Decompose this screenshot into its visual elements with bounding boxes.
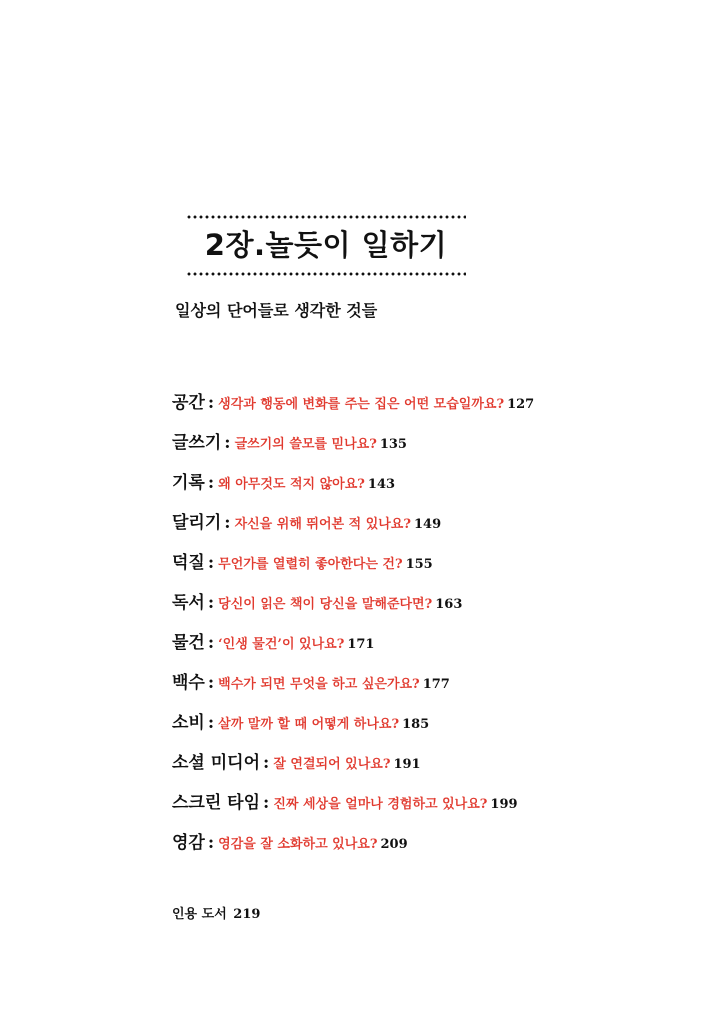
toc-question: 자신을 위해 뛰어본 적 있나요? — [234, 517, 411, 532]
references-label: 인용 도서 — [172, 907, 227, 922]
toc-item-fandom[interactable] — [172, 546, 692, 586]
toc-item-jobless[interactable] — [172, 666, 692, 706]
toc-separator: : — [263, 753, 270, 773]
toc-page-number: 163 — [435, 597, 463, 612]
toc-page-number: 209 — [380, 837, 408, 852]
toc-separator: : — [207, 473, 215, 493]
toc-question: 왜 아무것도 적지 않아요? — [218, 477, 365, 492]
toc-item-inspiration[interactable] — [172, 826, 692, 866]
toc-item-running[interactable] — [172, 506, 692, 546]
chapter-subtitle: 일상의 단어들로 생각한 것들 — [175, 301, 378, 320]
toc-keyword: 소비 — [172, 713, 205, 733]
toc-item-record[interactable] — [172, 466, 692, 506]
toc-page-number: 143 — [367, 477, 396, 492]
toc-item-screen-time[interactable] — [172, 786, 692, 826]
toc-page-number: 177 — [422, 677, 450, 692]
toc-keyword: 달리기 — [172, 513, 222, 533]
toc-item-space[interactable] — [172, 386, 692, 426]
toc-page-number: 149 — [413, 517, 442, 532]
toc-separator: : — [224, 433, 231, 453]
toc-question: 글쓰기의 쓸모를 믿나요? — [234, 437, 377, 452]
toc-question: 살까 말까 할 때 어떻게 하나요? — [218, 717, 400, 732]
toc-item-social-media[interactable] — [172, 746, 692, 786]
dotted-rule-top — [186, 215, 466, 219]
toc-item-reading[interactable] — [172, 586, 692, 626]
toc-item-references[interactable] — [172, 903, 260, 922]
toc-question: 백수가 되면 무엇을 하고 싶은가요? — [218, 677, 420, 692]
toc-question: ‘인생 물건’이 있나요? — [218, 637, 345, 652]
dotted-rule-bottom — [186, 272, 466, 276]
toc-keyword: 영감 — [172, 833, 205, 853]
toc-separator: : — [224, 513, 231, 533]
table-of-contents — [172, 386, 692, 866]
toc-separator: : — [207, 633, 215, 653]
toc-keyword: 글쓰기 — [172, 433, 222, 453]
toc-keyword: 기록 — [172, 473, 205, 493]
toc-keyword: 덕질 — [172, 553, 205, 573]
toc-separator: : — [207, 673, 215, 693]
toc-page-number: 171 — [347, 637, 375, 652]
toc-separator: : — [207, 593, 215, 613]
toc-separator: : — [263, 793, 270, 813]
toc-question: 당신이 읽은 책이 당신을 말해준다면? — [218, 597, 433, 612]
toc-page-number: 155 — [405, 557, 433, 572]
toc-item-writing[interactable] — [172, 426, 692, 466]
toc-separator: : — [207, 393, 215, 413]
toc-keyword: 소셜 미디어 — [172, 753, 261, 773]
toc-question: 무언가를 열렬히 좋아한다는 건? — [218, 557, 403, 572]
toc-question: 영감을 잘 소화하고 있나요? — [218, 837, 378, 852]
toc-keyword: 물건 — [172, 633, 205, 653]
chapter-header — [186, 215, 466, 276]
toc-question: 진짜 세상을 얼마나 경험하고 있나요? — [273, 797, 488, 812]
toc-page-number: 127 — [507, 397, 535, 412]
toc-separator: : — [207, 713, 215, 733]
toc-keyword: 스크린 타임 — [172, 793, 261, 813]
toc-page-number: 185 — [402, 717, 430, 732]
references-page-number: 219 — [233, 907, 261, 922]
toc-keyword: 공간 — [172, 393, 205, 413]
toc-keyword: 백수 — [172, 673, 205, 693]
toc-separator: : — [207, 833, 215, 853]
toc-page-number: 191 — [393, 757, 421, 772]
chapter-title: 2장.놀듯이 일하기 — [204, 228, 448, 262]
toc-page-number: 135 — [379, 437, 407, 452]
toc-keyword: 독서 — [172, 593, 205, 613]
toc-question: 생각과 행동에 변화를 주는 집은 어떤 모습일까요? — [218, 397, 505, 412]
toc-page-number: 199 — [490, 797, 518, 812]
toc-item-objects[interactable] — [172, 626, 692, 666]
toc-question: 잘 연결되어 있나요? — [273, 757, 391, 772]
toc-separator: : — [207, 553, 215, 573]
toc-item-consumption[interactable] — [172, 706, 692, 746]
